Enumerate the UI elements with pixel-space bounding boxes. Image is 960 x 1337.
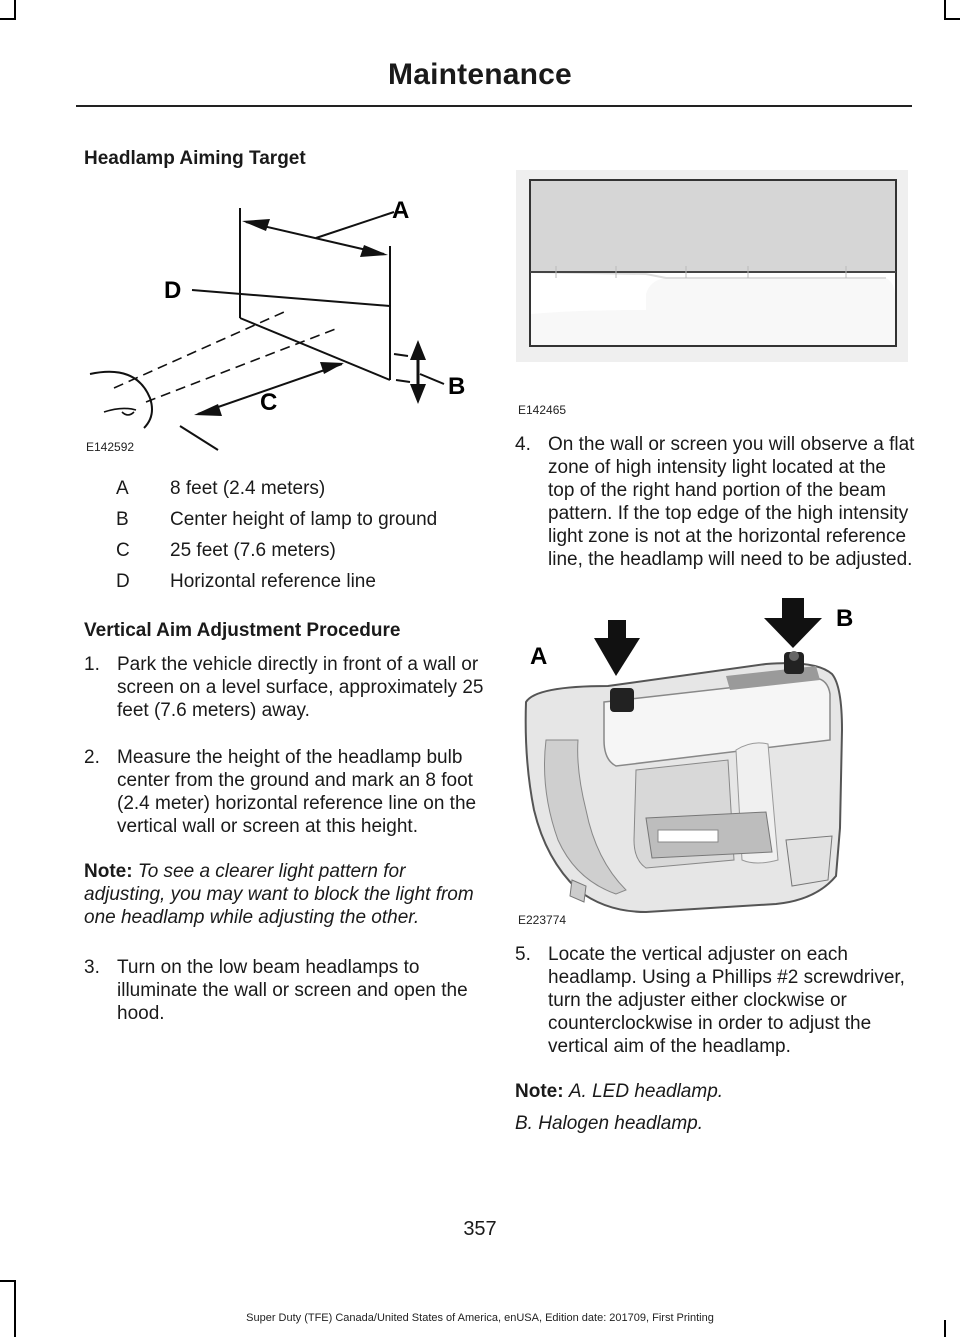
figure-code-aiming: E142592 — [86, 440, 135, 454]
figure-code-beam: E142465 — [518, 403, 567, 417]
step-number: 4. — [515, 434, 531, 455]
procedure-heading: Vertical Aim Adjustment Procedure — [84, 620, 401, 641]
step-text: Turn on the low beam headlamps to illuminate the wall or screen and open the hood. — [117, 957, 468, 1024]
step-4 — [515, 433, 915, 571]
note-label: Note: — [515, 1081, 564, 1102]
page-footer: Super Duty (TFE) Canada/United States of America, enUSA, Edition date: 201709, First Printing — [246, 1312, 714, 1324]
note-halogen — [515, 1112, 915, 1135]
label-a: A — [392, 197, 410, 224]
legend-value: 25 feet (7.6 meters) — [170, 540, 336, 561]
step-number: 5. — [515, 944, 531, 965]
note-text: To see a clearer light pattern for adjusting, you may want to block the light from one headlamp while adjusting the other. — [84, 861, 474, 928]
legend-key: C — [116, 540, 130, 561]
legend-key: B — [116, 509, 129, 530]
step-1 — [84, 653, 484, 722]
step-text: Park the vehicle directly in front of a wall or screen on a level surface, approximately 25 feet (7.6 meters) away. — [117, 654, 484, 721]
figure-code-lamp: E223774 — [518, 913, 567, 927]
aiming-target-diagram — [84, 188, 494, 460]
aiming-target-heading: Headlamp Aiming Target — [84, 148, 306, 169]
step-text: Measure the height of the headlamp bulb center from the ground and mark an 8 foot (2.4 meter) horizontal reference line on the vertical wall or screen at this height. — [117, 747, 477, 837]
legend-key: D — [116, 571, 130, 592]
label-c: C — [260, 389, 278, 416]
step-number: 1. — [84, 654, 100, 675]
note-text: A. LED headlamp. — [568, 1081, 724, 1102]
step-text: On the wall or screen you will observe a flat zone of high intensity light located at the top of the right hand portion of the beam pattern. If the top edge of the high intensity light zone is not at the horizontal reference line, the headlamp will need to be adjusted. — [548, 434, 915, 570]
note-label: Note: — [84, 861, 133, 882]
label-b: B — [448, 373, 466, 400]
legend-value: Center height of lamp to ground — [170, 509, 438, 530]
legend-value: Horizontal reference line — [170, 571, 376, 592]
step-5 — [515, 943, 915, 1058]
crop-mark — [0, 1280, 16, 1282]
header-divider — [76, 105, 912, 107]
note-led — [515, 1080, 915, 1103]
crop-mark — [14, 1280, 16, 1337]
crop-mark — [944, 0, 946, 20]
note-light-pattern — [84, 860, 484, 929]
crop-mark — [14, 0, 16, 20]
crop-mark — [0, 18, 16, 20]
lamp-label-a: A — [530, 643, 548, 670]
legend-key: A — [116, 478, 129, 499]
lamp-label-b: B — [836, 605, 854, 632]
step-2 — [84, 746, 484, 838]
step-text: Locate the vertical adjuster on each headlamp. Using a Phillips #2 screwdriver, turn the adjuster either clockwise or counterclockwise in order to adjust the vertical aim of the headlamp. — [548, 944, 905, 1057]
step-number: 3. — [84, 957, 100, 978]
crop-mark — [944, 18, 960, 20]
label-d: D — [164, 277, 182, 304]
page-number: 357 — [463, 1218, 497, 1240]
step-number: 2. — [84, 747, 100, 768]
step-3 — [84, 956, 484, 1025]
page-title: Maintenance — [388, 58, 572, 91]
beam-pattern-figure — [516, 170, 908, 362]
note-text: B. Halogen headlamp. — [515, 1113, 704, 1134]
headlamp-adjuster-figure — [516, 590, 906, 930]
legend-value: 8 feet (2.4 meters) — [170, 478, 326, 499]
